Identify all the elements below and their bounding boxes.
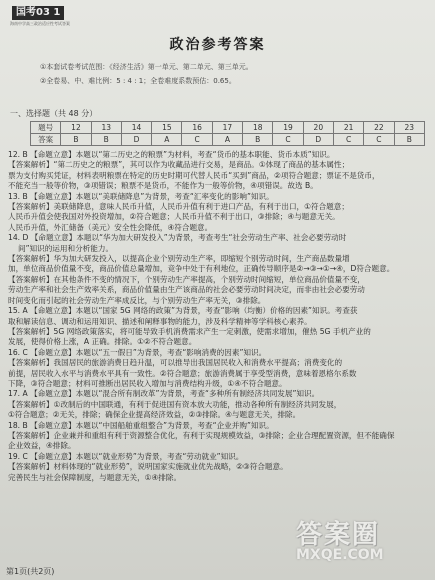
explanation-line: 下降，③符合题意；材料可推断出居民收入增加与消费结构升级，①④不符合题意。 (8, 378, 287, 388)
question-number-cell: 13 (91, 122, 121, 134)
answer-cell: B (91, 134, 121, 146)
answer-table-answer-row (31, 134, 425, 146)
explanation-line: 前提，居民收入水平与消费水平具有一致性。②符合题意；旅游消费属于享受型消费，意味着恩格尔系数 (8, 368, 357, 378)
explanation-line: 【答案解析】“第二历史之的粮票”，其可以作为收藏品进行交易，是商品。①体现了商品的基本属性； (8, 160, 350, 170)
explanation-line: 【答案解析】①改制后的中国联通，有利于促进国有资本放大功能，推动各种所有制经济共同发展， (8, 399, 342, 409)
question-number-cell: 17 (212, 122, 242, 134)
page-title: 政治参考答案 (169, 37, 266, 53)
explanation-line: 取和解读信息、调动和运用知识、描述和阐释事物的能力，涉及科学精神等学科核心素养。 (8, 316, 312, 326)
explanation-line: 【答案解析】我国居民的旅游消费日趋升温，可以推导出我国居民收入和消费水平提高；消费变化的 (8, 358, 343, 368)
explanation-line: 13. B 【命题立意】本题以“美联储降息”为背景，考查“汇率变化的影响”知识。 (8, 191, 274, 201)
answer-cell: D (121, 134, 151, 146)
answer-cell: B (243, 134, 273, 146)
note-line-1: ①本套试卷考试范围：《经济生活》第一单元、第二单元、第三单元。 (40, 63, 253, 71)
answer-cell: D (303, 134, 333, 146)
explanation-line: 17. A 【命题立意】本题以“混合所有制改革”为背景，考查“多种所有制经济共同发展”知识。 (8, 389, 320, 399)
watermark-logo (296, 514, 428, 574)
explanation-line: 【答案解析】企业兼并和重组有利于资源整合优化，有利于实现规模效益，③排除；企业合理配置资源，但不能确保 (8, 430, 395, 440)
question-number-cell: 14 (121, 122, 151, 134)
explanation-line: 完善民生与社会保障制度，与题意无关，①④排除。 (8, 472, 182, 482)
page-footer: 第1页(共2页) (6, 567, 55, 576)
question-number-cell: 16 (182, 122, 212, 134)
note-line-2: ②全卷易、中、难比例：5 : 4 : 1；全卷难度系数预估：0.65。 (40, 77, 236, 85)
question-number-cell: 20 (303, 122, 333, 134)
explanation-line: 18. B 【命题立意】本题以“中国船舶重组整合”为背景，考查“企业并购”知识。 (8, 420, 274, 430)
answer-cell: B (61, 134, 91, 146)
explanation-line: 14. D 【命题立意】本题以“华为加大研发投入”为背景，考查考生“社会劳动生产率、社会必要劳动时 (8, 233, 347, 243)
header-subtitle: 海南中学高三政治适应性考试答案 (10, 21, 70, 26)
answer-cell: C (364, 134, 394, 146)
explanation-line: 15. A 【命题立意】本题以“国家 5G 网络的政策”为背景，考查“影响（均衡）价格的因素”知识。考查获 (8, 306, 358, 316)
question-number-cell: 22 (364, 122, 394, 134)
explanation-line: 加，单位商品价值量不变，商品价值总量增加，竞争中处于有利地位，正确传导顺序是②→③→①→④，D符合题意。 (8, 264, 395, 274)
explanation-line: 票为支付购买凭证，材料表明粮票在特定的历史时期可代替人民币“买到”商品，②项符合题意；票证不是货币， (8, 170, 380, 180)
explanation-line: 【答案解析】材料体现的“就业形势”，说明国家实施就业优先战略，②③符合题意。 (8, 462, 288, 472)
explanation-line: 【答案解析】美联储降息，意味人民币升值，人民币升值有利于进口产品，有利于出口，①符合题意； (8, 202, 349, 212)
explanation-line: 间”知识的运用和分析能力。 (18, 243, 114, 253)
explanation-line: 人民币升值会使我国对外投资增加，②符合题意；人民币升值不利于出口，③排除；④与题意无关。 (8, 212, 340, 222)
question-number-cell: 23 (394, 122, 424, 134)
explanation-line: 发展，使得价格上涨，A 正确。排除。①②不符合题意。 (8, 337, 197, 347)
header-badge: 国考03 1 (12, 6, 64, 20)
explanation-line: 不能充当一般等价物，③项错误；粮票不是货币，不能作为一般等价物，④项错误。故选 B。 (8, 181, 318, 191)
explanation-line: 19. C 【命题立意】本题以“就业形势”为背景，考查“劳动就业”知识。 (8, 451, 244, 461)
answer-table-header-cell: 题号 (31, 122, 61, 134)
explanation-line: 【答案解析】5G 网络政策落实，将可能导致手机消费需求产生一定刺激，使需求增加，催热 5G 手机产业的 (8, 326, 371, 336)
explanation-line: 【答案解析】在其他条件不变的情况下，个别劳动生产率提高，个别劳动时间缩短，单位商品价值量不变， (8, 274, 365, 284)
answer-cell: C (273, 134, 303, 146)
explanation-line: 人民币升值，外汇储备（美元）安全性会降低，④符合题意。 (8, 222, 213, 232)
section-title: 一、选择题（共 48 分） (10, 109, 98, 118)
answer-cell: C (182, 134, 212, 146)
answer-table-label-cell: 答案 (31, 134, 61, 146)
explanation-line: 时间变化而引起的社会劳动生产率成反比，与个别劳动生产率无关，③排除。 (8, 295, 266, 305)
explanation-line: 16. C 【命题立意】本题以“五一假日”为背景，考查“影响消费的因素”知识。 (8, 347, 267, 357)
question-number-cell: 19 (273, 122, 303, 134)
explanation-line: 12. B 【命题立意】本题以“第二历史之的粮票”为材料，考查“货币的基本职能、货币本质”知识。 (8, 150, 335, 159)
question-number-cell: 15 (152, 122, 182, 134)
answer-cell: A (152, 134, 182, 146)
explanation-line: 劳动生产率和社会生产效率关系，商品价值量由生产该商品的社会必要劳动时间决定，而非由社会必要劳动 (8, 285, 365, 295)
question-number-cell: 18 (243, 122, 273, 134)
explanation-line: ①符合题意；②无关，排除；确保企业提高经济效益，②③排除。④与题意无关，排除。 (8, 410, 301, 420)
answer-cell: C (333, 134, 363, 146)
answer-table-number-row (31, 122, 425, 134)
answer-cell: B (394, 134, 424, 146)
watermark-url: MXQE.COM (296, 547, 384, 563)
answer-cell: A (212, 134, 242, 146)
explanation-line: 企业效益，④排除。 (8, 441, 76, 451)
watermark-logo-text: 答案圈 (296, 520, 381, 550)
explanation-line: 【答案解析】华为加大研发投入，以提高企业个别劳动生产率，即缩短个别劳动时间，生产商品数量增 (8, 254, 350, 264)
answer-explanations (8, 150, 428, 483)
answer-table (30, 121, 425, 146)
question-number-cell: 12 (61, 122, 91, 134)
question-number-cell: 21 (333, 122, 363, 134)
